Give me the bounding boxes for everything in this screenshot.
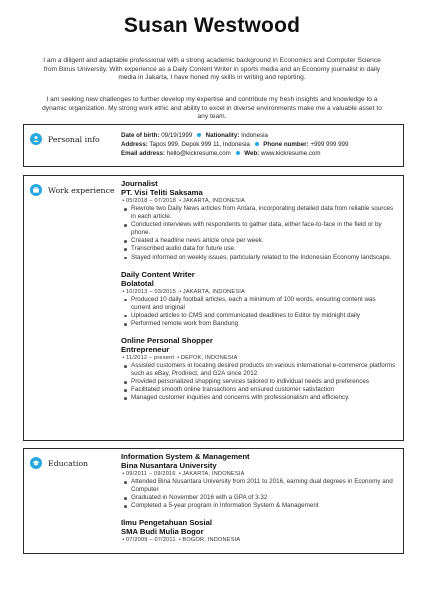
list-item: Created a headline news article once per week. — [131, 237, 396, 245]
section-heading — [30, 457, 88, 469]
separator-dot — [255, 142, 259, 146]
education-entry — [121, 452, 396, 510]
bullet-icon: • — [122, 471, 125, 477]
personal-line-2 — [121, 140, 396, 149]
work-content — [121, 179, 396, 407]
address-value: Tapos 999, Depok 999 11, Indonesia — [149, 141, 250, 149]
bullet-icon: • — [178, 537, 181, 544]
education-dates: 09/2011 – 09/2016 — [126, 471, 176, 477]
job-meta — [121, 288, 396, 296]
job-dates: 05/2018 – 07/2018 — [126, 198, 177, 204]
job-title: Daily Content Writer — [121, 269, 195, 279]
education-meta — [121, 470, 396, 478]
separator-dot — [236, 151, 240, 155]
bullet-icon: • — [122, 198, 125, 204]
summary-paragraph-2: I am seeking new challenges to further develop my expertise and contribute my fresh insights and knowledge to a dynamic organization. My strong work ethic and ability to excel in diverse environments make me a valuable asset to any team. — [42, 96, 382, 121]
personal-info-content — [121, 131, 396, 159]
list-item: Assisted customers in locating desired products on various international e-commerce platforms such as eBay, Prodirect, and G2A since 2012 — [131, 362, 396, 378]
job-bullets — [121, 362, 396, 402]
job-meta — [121, 354, 396, 362]
dob-label: Date of birth: — [121, 132, 160, 139]
job-title: Online Personal Shopper — [121, 336, 213, 346]
education-location: BOGOR, INDONESIA — [182, 537, 241, 544]
school-name: Bina Nusantara University — [121, 461, 217, 470]
list-item: Conducted interviews with respondents to gather data, either face-to-face in the field or by phone. — [131, 221, 396, 237]
job-location: JAKARTA, INDONESIA — [182, 198, 245, 204]
list-item: Facilitated smooth online transactions and ensured customer satisfaction — [131, 386, 396, 394]
job-title: Journalist — [121, 179, 158, 188]
section-title: Work experience — [48, 185, 115, 195]
degree-title: Ilmu Pengetahuan Sosial — [121, 518, 212, 528]
list-item: Managed customer inquiries and concerns with professionalism and efficiency. — [131, 394, 396, 402]
job-company: Entrepreneur — [121, 345, 170, 355]
list-item: Completed a 5-year program in Information System & Management — [131, 502, 396, 510]
email-label: Email address: — [121, 150, 166, 158]
bullet-icon: • — [122, 537, 125, 544]
job-bullets — [121, 205, 396, 262]
bullet-icon: • — [178, 471, 181, 477]
job-company: PT. Visi Teliti Saksama — [121, 188, 203, 197]
job-entry — [121, 270, 396, 328]
degree-title: Information System & Management — [121, 452, 250, 461]
job-location: DEPOK, INDONESIA — [180, 355, 238, 362]
bullet-icon: • — [179, 288, 182, 295]
job-location: JAKARTA, INDONESIA — [182, 288, 245, 295]
list-item: Stayed informed on weekly issues, particularly related to the Indonesian Economy landscape. — [131, 254, 396, 262]
candidate-name: Susan Westwood — [123, 14, 301, 37]
personal-line-3 — [121, 149, 396, 158]
nationality-label: Nationality: — [205, 132, 240, 139]
job-meta — [121, 197, 396, 205]
school-name: SMA Budi Mulia Bogor — [121, 527, 204, 537]
personal-info-section — [23, 124, 404, 167]
phone-label: Phone number: — [263, 141, 309, 149]
bullet-icon: • — [177, 355, 180, 362]
education-meta — [121, 536, 396, 544]
personal-line-1 — [121, 131, 396, 140]
education-location: JAKARTA, INDONESIA — [182, 471, 245, 477]
section-title: Personal info — [48, 134, 100, 144]
education-bullets — [121, 478, 396, 510]
phone-value: +999 999 999 — [310, 141, 349, 149]
briefcase-icon — [30, 184, 42, 196]
dob-value: 09/19/1999 — [161, 132, 193, 139]
resume-header — [0, 14, 424, 38]
user-icon — [30, 133, 42, 145]
job-dates: 11/2012 – present — [126, 355, 175, 362]
education-content — [121, 452, 396, 548]
bullet-icon: • — [122, 288, 125, 295]
education-dates: 07/2009 – 07/2011 — [126, 537, 176, 544]
graduation-cap-icon — [30, 457, 42, 469]
section-title: Education — [48, 458, 89, 468]
section-heading — [30, 184, 115, 196]
address-label: Address: — [121, 141, 148, 149]
job-company: Bolatotal — [121, 278, 154, 288]
list-item: Uploaded articles to CMS and communicated deadlines to Editor by midnight daily — [131, 312, 396, 320]
list-item: Attended Bina Nusantara University from 2011 to 2016, earning dual degrees in Economy and Computer — [131, 478, 396, 494]
bullet-icon: • — [122, 355, 125, 362]
list-item: Rewrote two Daily News articles from Antara, incorporating detailed data from reliable sources in each article. — [131, 205, 396, 221]
web-label: Web: — [244, 150, 260, 158]
separator-dot — [197, 133, 201, 137]
section-heading — [30, 133, 100, 145]
list-item: Graduated in November 2016 with a GPA of 3.32 — [131, 494, 396, 502]
education-section — [23, 448, 404, 554]
list-item: Transcribed audio data for future use. — [131, 245, 396, 253]
list-item: Produced 10 daily football articles, each a minimum of 100 words, ensuring content was current and original — [131, 296, 396, 312]
list-item: Performed remote work from Bandung — [131, 320, 396, 328]
work-experience-section — [23, 175, 404, 441]
summary-paragraph-1: I am a diligent and adaptable professional with a strong academic background in Economics and Computer Science from Binus University. With experience as a Daily Content Writer in sports media and an Economy journalist in daily media in Jakarta, I have honed my skills in writing and reporting. — [43, 57, 381, 82]
web-value[interactable]: www.kickresume.com — [261, 150, 321, 158]
job-dates: 10/2013 – 03/2015 — [126, 288, 177, 295]
list-item: Provided personalized shopping services tailored to individual needs and preferences — [131, 378, 396, 386]
job-entry — [121, 179, 396, 262]
bullet-icon: • — [179, 198, 182, 204]
email-value[interactable]: hello@kickresume.com — [166, 150, 231, 158]
job-bullets — [121, 296, 396, 328]
education-entry — [121, 518, 396, 544]
job-entry — [121, 336, 396, 402]
nationality-value: Indonesia — [241, 132, 268, 139]
